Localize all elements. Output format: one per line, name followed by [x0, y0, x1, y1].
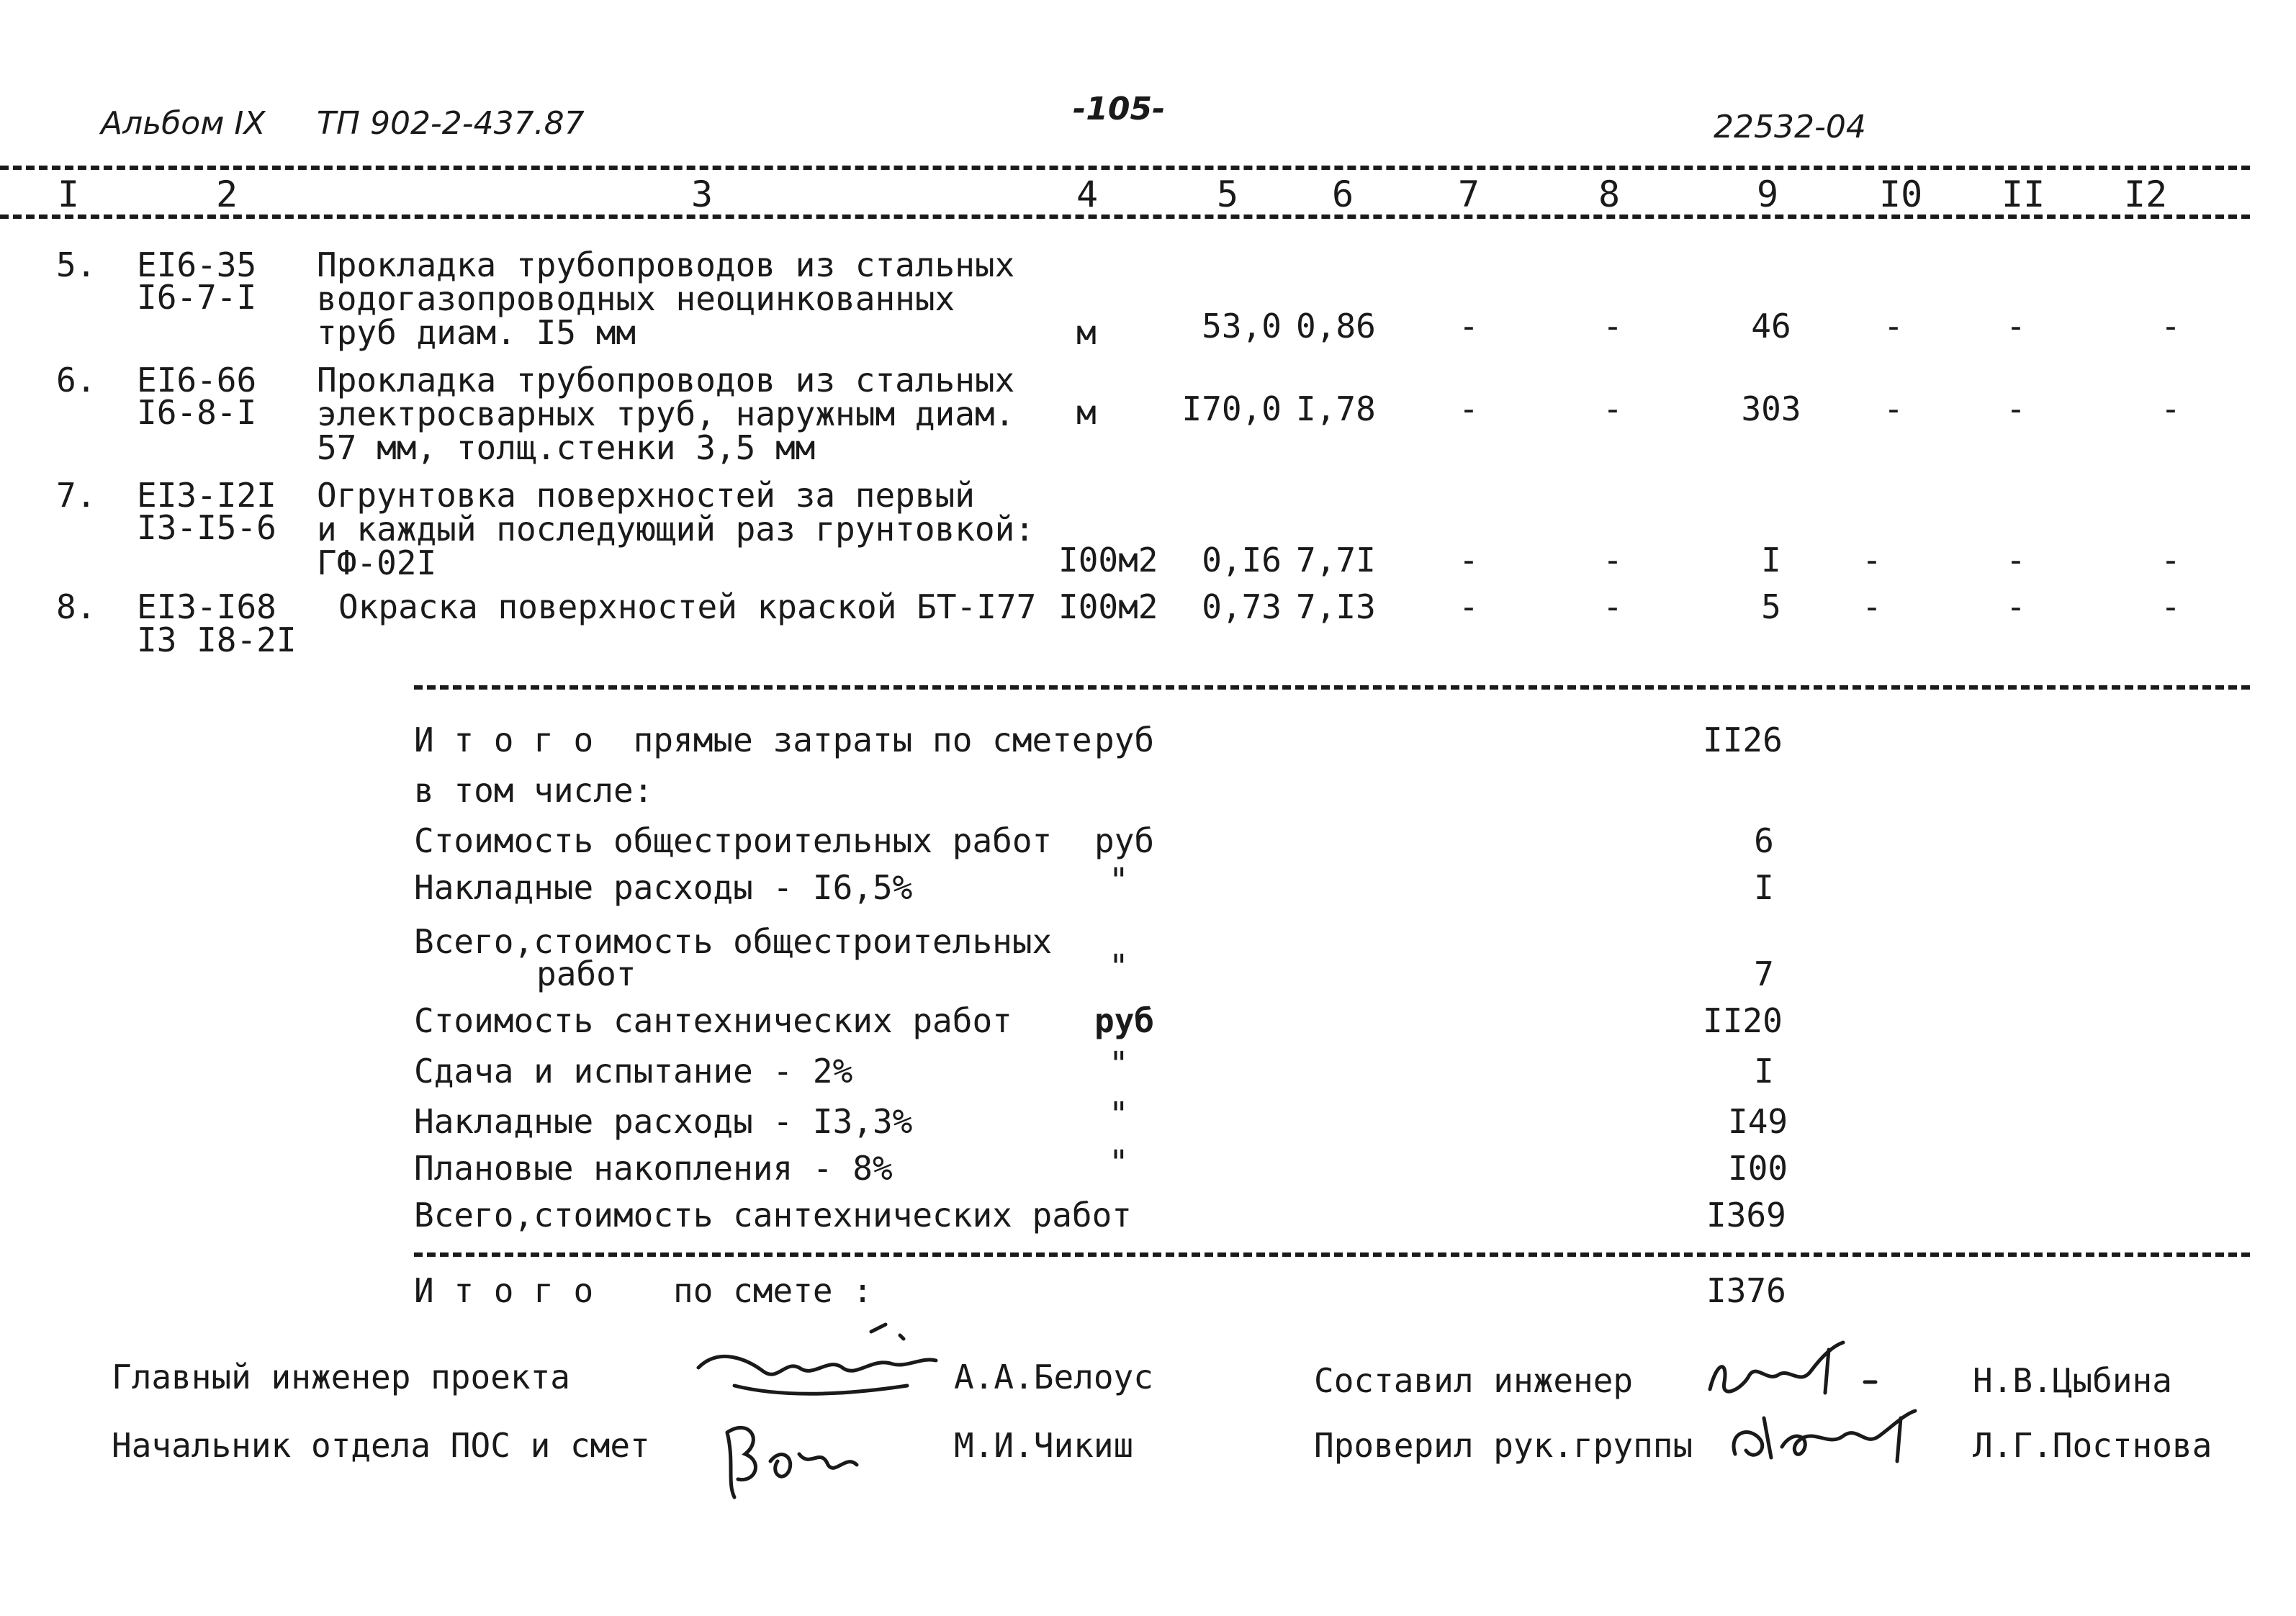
row-number: 7.	[56, 476, 96, 515]
chief-engineer-signature	[691, 1317, 950, 1411]
row-col10: -	[1883, 389, 1904, 428]
row-quantity: 53,0	[1202, 307, 1282, 346]
col-header-11: II	[2002, 173, 2045, 215]
row-code-sub: I3 I8-2I	[137, 620, 297, 659]
summary-label: Накладные расходы - I3,3%	[414, 1102, 913, 1141]
col-header-7: 7	[1458, 173, 1480, 215]
row-code-sub: I3-I5-6	[137, 508, 276, 547]
document-code: 22532-04	[1714, 109, 1866, 145]
col-header-6: 6	[1332, 173, 1354, 215]
row-col9: I	[1761, 541, 1781, 579]
summary-unit: "	[1109, 861, 1129, 900]
col-header-4: 4	[1076, 173, 1099, 215]
row-col8: -	[1603, 587, 1623, 626]
row-col12: -	[2161, 307, 2181, 346]
row-name-line: электросварных труб, наружным диам.	[317, 394, 1015, 433]
project-number: ТП 902-2-437.87	[317, 105, 585, 142]
row-number: 6.	[56, 361, 96, 400]
row-name-line: и каждый последующий раз грунтовкой:	[317, 510, 1035, 549]
row-name-line: водогазопроводных неоцинкованных	[317, 279, 955, 318]
row-code-sub: I6-8-I	[137, 393, 257, 432]
row-col7: -	[1459, 587, 1479, 626]
summary-value: I49	[1728, 1102, 1788, 1141]
row-col12: -	[2161, 541, 2181, 579]
summary-label: Всего,стоимость сантехнических работ	[414, 1196, 1132, 1234]
row-col12: -	[2161, 587, 2181, 626]
album-label: Альбом IX	[101, 105, 266, 142]
col-header-10: I0	[1879, 173, 1923, 215]
row-col12: -	[2161, 389, 2181, 428]
total-label: И т о г о по смете :	[414, 1271, 873, 1310]
summary-label-cont: работ	[536, 954, 636, 993]
summary-unit: руб	[1094, 721, 1155, 759]
row-price: 7,7I	[1296, 541, 1376, 579]
col-header-2: 2	[216, 173, 238, 215]
row-code: EI6-35	[137, 245, 257, 284]
summary-value: 6	[1754, 821, 1774, 860]
col-header-12: I2	[2124, 173, 2168, 215]
row-code-sub: I6-7-I	[137, 278, 257, 317]
row-col7: -	[1459, 541, 1479, 579]
summary-label: Накладные расходы - I6,5%	[414, 868, 913, 907]
summary-label: Стоимость сантехнических работ	[414, 1001, 1012, 1040]
summary-top-rule	[414, 685, 2250, 690]
department-head-title: Начальник отдела ПОС и смет	[112, 1426, 650, 1465]
summary-bottom-rule	[414, 1252, 2250, 1257]
row-col8: -	[1603, 307, 1623, 346]
summary-value: I369	[1706, 1196, 1786, 1234]
row-name-line: ГФ-02I	[317, 543, 437, 582]
row-quantity: 0,I6	[1202, 541, 1282, 579]
department-head-signature	[713, 1404, 878, 1512]
row-col7: -	[1459, 307, 1479, 346]
row-col9: 46	[1751, 307, 1791, 346]
row-col7: -	[1459, 389, 1479, 428]
summary-value: I	[1754, 868, 1774, 907]
summary-unit: руб	[1094, 1001, 1155, 1040]
checker-signature	[1721, 1396, 1937, 1476]
row-col9: 5	[1761, 587, 1781, 626]
row-name-line: Прокладка трубопроводов из стальных	[317, 245, 1015, 284]
row-col11: -	[2006, 389, 2026, 428]
row-col11: -	[2006, 587, 2026, 626]
row-name-line: Окраска поверхностей краской БТ-I77	[338, 587, 1037, 626]
row-col10: -	[1862, 541, 1882, 579]
checker-title: Проверил рук.группы	[1314, 1426, 1693, 1465]
summary-label: Плановые накопления - 8%	[414, 1149, 893, 1188]
row-col9: 303	[1741, 389, 1801, 428]
summary-label: Сдача и испытание - 2%	[414, 1052, 853, 1091]
row-number: 8.	[56, 587, 96, 626]
header-top-rule	[0, 166, 2250, 170]
row-price: 7,I3	[1296, 587, 1376, 626]
summary-value: II20	[1703, 1001, 1783, 1040]
row-col8: -	[1603, 389, 1623, 428]
row-col10: -	[1883, 307, 1904, 346]
row-code: EI3-I2I	[137, 476, 276, 515]
summary-value: I	[1754, 1052, 1774, 1091]
row-col8: -	[1603, 541, 1623, 579]
summary-unit: "	[1109, 1143, 1129, 1182]
row-unit: м	[1076, 393, 1097, 432]
summary-label: в том числе:	[414, 771, 654, 810]
row-name-line: Огрунтовка поверхностей за первый	[317, 476, 975, 515]
row-name-line: 57 мм, толщ.стенки 3,5 мм	[317, 428, 816, 467]
row-name-line: Прокладка трубопроводов из стальных	[317, 361, 1015, 400]
col-header-3: 3	[691, 173, 713, 215]
summary-value: II26	[1703, 721, 1783, 759]
author-name: Н.В.Цыбина	[1973, 1361, 2172, 1400]
department-head-name: М.И.Чикиш	[954, 1426, 1134, 1465]
col-header-8: 8	[1598, 173, 1621, 215]
row-name-line: труб диам. I5 мм	[317, 313, 636, 352]
summary-value: I00	[1728, 1149, 1788, 1188]
row-unit: I00м2	[1058, 587, 1158, 626]
row-quantity: I70,0	[1181, 389, 1282, 428]
row-price: 0,86	[1296, 307, 1376, 346]
summary-unit: "	[1109, 1044, 1129, 1083]
col-header-1: I	[58, 173, 80, 215]
col-header-5: 5	[1217, 173, 1239, 215]
row-unit: I00м2	[1058, 541, 1158, 579]
summary-label: И т о г о прямые затраты по смете	[414, 721, 1092, 759]
row-code: EI6-66	[137, 361, 257, 400]
summary-label: Стоимость общестроительных работ	[414, 821, 1053, 860]
row-code: EI3-I68	[137, 587, 276, 626]
row-number: 5.	[56, 245, 96, 284]
checker-name: Л.Г.Постнова	[1973, 1426, 2212, 1465]
summary-unit: руб	[1094, 821, 1155, 860]
row-col10: -	[1862, 587, 1882, 626]
row-quantity: 0,73	[1202, 587, 1282, 626]
row-col11: -	[2006, 541, 2026, 579]
row-col11: -	[2006, 307, 2026, 346]
page-number: -105-	[1073, 91, 1166, 127]
row-unit: м	[1076, 313, 1097, 352]
summary-unit: "	[1109, 947, 1129, 986]
summary-value: 7	[1754, 954, 1774, 993]
col-header-9: 9	[1757, 173, 1779, 215]
summary-label: Всего,стоимость общестроительных	[414, 922, 1053, 961]
row-price: I,78	[1296, 389, 1376, 428]
summary-unit: "	[1109, 1095, 1129, 1134]
chief-engineer-name: А.А.Белоус	[954, 1358, 1153, 1396]
total-value: I376	[1706, 1271, 1786, 1310]
author-title: Составил инженер	[1314, 1361, 1634, 1400]
chief-engineer-title: Главный инженер проекта	[112, 1358, 570, 1396]
